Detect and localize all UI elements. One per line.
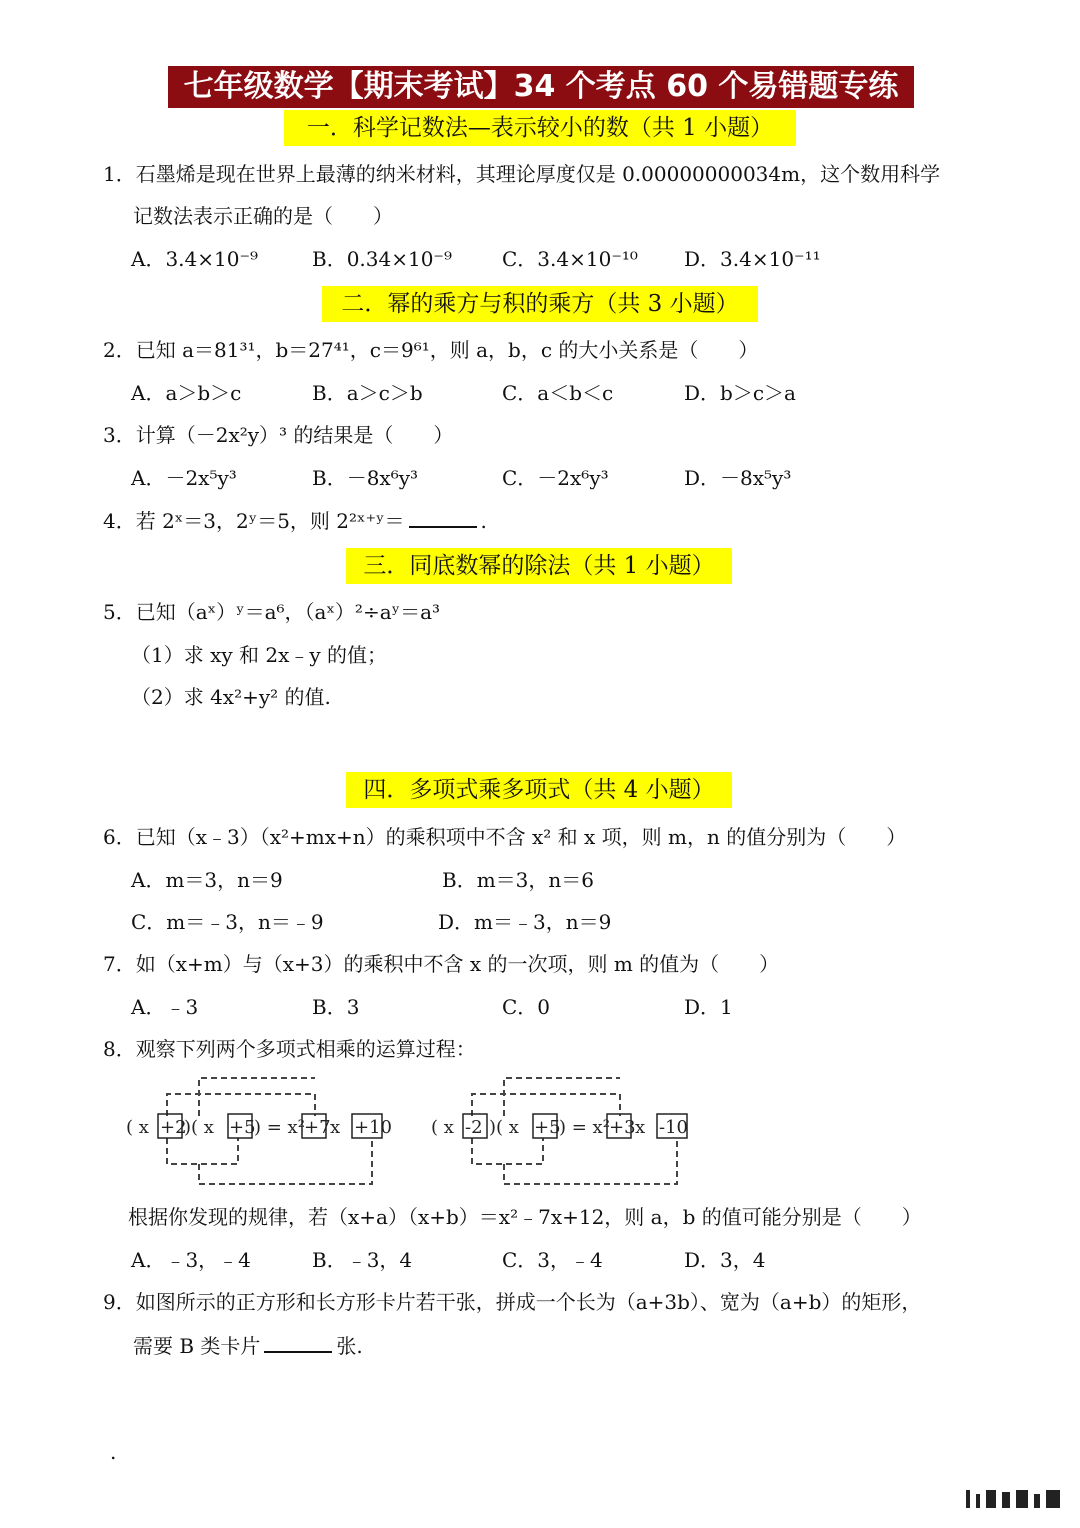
q4-text: 4．若 2ˣ＝3，2ʸ＝5，则 2²ˣ⁺ʸ＝	[103, 509, 405, 533]
q8-option-a: A．﹣3，﹣4	[131, 1248, 251, 1272]
d2-d: -10	[659, 1117, 688, 1138]
section-heading-1: 一．科学记数法—表示较小的数（共 1 小题）	[284, 110, 796, 146]
q3-option-c: C．－2x⁶y³	[502, 466, 609, 490]
q8-option-d: D．3，4	[684, 1248, 766, 1272]
bar-segment	[1034, 1494, 1040, 1508]
footer-dot: .	[110, 1440, 117, 1464]
d1-b: +5	[229, 1117, 256, 1138]
q1-option-a: A．3.4×10⁻⁹	[131, 247, 259, 271]
q8-diagram-1	[120, 1072, 400, 1190]
q6-option-d: D．m＝﹣3，n＝9	[438, 910, 612, 934]
d2-c: +3	[609, 1117, 636, 1138]
q1-line2: 记数法表示正确的是（ ）	[133, 204, 393, 228]
q6-option-b: B．m＝3，n＝6	[442, 868, 594, 892]
section-heading-3: 三．同底数幂的除法（共 1 小题）	[346, 548, 732, 584]
q6-option-a: A．m＝3，n＝9	[131, 868, 283, 892]
q3-option-a: A．－2x⁵y³	[131, 466, 237, 490]
d1-d: +10	[354, 1117, 392, 1138]
bar-segment	[966, 1490, 970, 1508]
q4-answer-blank[interactable]	[409, 506, 477, 528]
section-heading-2: 二．幂的乘方与积的乘方（共 3 小题）	[322, 286, 758, 322]
q1-option-b: B．0.34×10⁻⁹	[312, 247, 453, 271]
q2-option-b: B．a＞c＞b	[312, 381, 423, 405]
q2-option-a: A．a＞b＞c	[131, 381, 242, 405]
q7-option-a: A．﹣3	[131, 995, 199, 1019]
q2-option-d: D．b＞c＞a	[684, 381, 796, 405]
q9-line1: 9．如图所示的正方形和长方形卡片若干张，拼成一个长为（a+3b）、宽为（a+b）的矩形，	[103, 1290, 922, 1314]
bar-segment	[976, 1494, 980, 1508]
q2-line1: 2．已知 a＝81³¹，b＝27⁴¹，c＝9⁶¹，则 a，b，c 的大小关系是（ ）	[103, 338, 759, 362]
q3-line1: 3．计算（－2x²y）³ 的结果是（ ）	[103, 423, 454, 447]
q9-line2	[133, 1331, 363, 1360]
q8-option-b: B．﹣3，4	[312, 1248, 413, 1272]
q3-option-b: B．－8x⁶y³	[312, 466, 419, 490]
q7-line1: 7．如（x+m）与（x+3）的乘积中不含 x 的一次项，则 m 的值为（ ）	[103, 952, 780, 976]
bar-segment	[1002, 1492, 1010, 1508]
q5-sub1: （1）求 xy 和 2x﹣y 的值；	[131, 643, 388, 667]
q8-diagram-2	[425, 1072, 705, 1190]
q1-option-c: C．3.4×10⁻¹⁰	[502, 247, 638, 271]
d1-c: +7	[304, 1117, 331, 1138]
section-heading-4: 四．多项式乘多项式（共 4 小题）	[346, 772, 732, 808]
d2-b: +5	[534, 1117, 561, 1138]
d1-x: x	[330, 1117, 341, 1138]
q4-period: .	[480, 509, 487, 533]
q8-option-c: C．3，﹣4	[502, 1248, 603, 1272]
bottom-decoration	[966, 1490, 1060, 1508]
d1-eq: ) = x²	[254, 1117, 305, 1138]
d1-open-x: ( x	[126, 1117, 149, 1138]
q1-option-d: D．3.4×10⁻¹¹	[684, 247, 821, 271]
q8-line1: 8．观察下列两个多项式相乘的运算过程：	[103, 1037, 476, 1061]
bar-segment	[1046, 1490, 1060, 1508]
q5-line1: 5．已知（aˣ）ʸ＝a⁶，（aˣ）²÷aʸ＝a³	[103, 600, 441, 624]
q9-suffix: 张.	[336, 1334, 363, 1358]
bar-segment	[986, 1490, 996, 1508]
q3-option-d: D．－8x⁵y³	[684, 466, 792, 490]
d2-a: -2	[465, 1117, 483, 1138]
title-banner	[168, 66, 914, 108]
d2-mid: )( x	[489, 1117, 519, 1138]
q1-line1: 1．石墨烯是现在世界上最薄的纳米材料，其理论厚度仅是 0.00000000034m，这个数用科学	[103, 162, 941, 186]
bar-segment	[1016, 1490, 1028, 1508]
d1-a: +2	[160, 1117, 187, 1138]
q9-text: 需要 B 类卡片	[133, 1334, 261, 1358]
q4-line1	[103, 506, 487, 535]
q6-option-c: C．m＝﹣3，n＝﹣9	[131, 910, 324, 934]
q7-option-c: C．0	[502, 995, 551, 1019]
d2-x: x	[635, 1117, 646, 1138]
d2-open-x: ( x	[431, 1117, 454, 1138]
q7-option-d: D．1	[684, 995, 733, 1019]
q5-sub2: （2）求 4x²+y² 的值.	[131, 685, 331, 709]
d2-eq: ) = x²	[559, 1117, 610, 1138]
q2-option-c: C．a＜b＜c	[502, 381, 614, 405]
q6-line1: 6．已知（x﹣3）（x²+mx+n）的乘积项中不含 x² 和 x 项，则 m，n 的值分别为（ ）	[103, 825, 907, 849]
q7-option-b: B．3	[312, 995, 360, 1019]
q8-line2: 根据你发现的规律，若（x+a）（x+b）＝x²﹣7x+12，则 a，b 的值可能分别是（ ）	[128, 1205, 922, 1229]
d1-mid: )( x	[184, 1117, 214, 1138]
page-title: 七年级数学【期末考试】34 个考点 60 个易错题专练	[183, 69, 899, 104]
q9-answer-blank[interactable]	[264, 1331, 332, 1353]
